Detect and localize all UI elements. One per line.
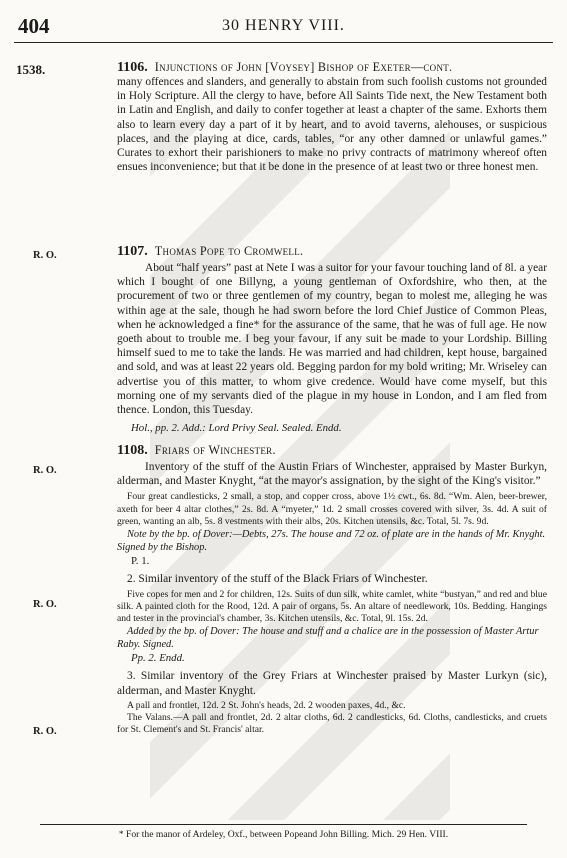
inventory-part: 2. Similar inventory of the stuff of the Black Friars of Winchester.	[127, 573, 428, 586]
header-rule	[14, 42, 553, 43]
entry-number: 1108.	[117, 443, 148, 458]
entry-number: 1107.	[117, 244, 148, 259]
entry-text: About “half years” past at Nete I was a suitor for your favour touching land of 8l. a year which I bought of one Billyng, a young gentleman of Oxfordshire, who then, at the procurement of two or three gentlemen of my country, began to molest me, alleging he was within age at the sale, though he had sworn before the lord Chief Justice of Common Pleas, when he acknowledged a fine* for the assurance of the same, that he was of full age. He now goeth about to trouble me. I beg your favour, if any suit be made to your Lordship. Billing himself sued to me to take the lands. He was married and had children, kept house, bargained and sold, and was at least 22 years old. Begging pardon for my bold writing; Mr. Wriseley can advertise you of this matter, to whom give credence. Would have come myself, but this morning one of my servants died of the plague in my house in London, and I am fled from thence. London, this Tuesday.	[117, 262, 547, 417]
entry-1108	[117, 443, 547, 737]
margin-note: R. O.	[33, 726, 57, 737]
entry-title	[117, 244, 547, 259]
entry-title	[117, 60, 547, 75]
entry-title	[117, 443, 547, 458]
bishop-note: Note by the bp. of Dover:—Debts, 27s. The house and 72 oz. of plate are in the hands of Mr. Knyght. Signed by the Bishop.	[117, 529, 546, 554]
running-title: 30 HENRY VIII.	[222, 17, 345, 34]
inventory-text: The Valans.—A pall and frontlet, 2d. 2 altar cloths, 6d. 2 candlesticks, 6d. Cloths, candlesticks, and cruets for St. Clement's and St. Francis' altar.	[117, 712, 547, 736]
page-reference: P. 1.	[131, 555, 150, 568]
inventory-text: Five copes for men and 2 for children, 12s. Suits of dun silk, white camlet, white “bustyan,” and red and blue silk. A painted cloth for the Rood, 12d. A pair of organs, 5s. An altare of needlework, 10s. Bedding. Hangings and tester in the provincial's chamber, 3s. Kitchen utensils, &c. Total, 9l. 15s. 2d.	[117, 588, 547, 625]
entry-number: 1106.	[117, 60, 148, 75]
inventory-text: Four great candlesticks, 2 small, a stop, and copper cross, above 1½ cwt., 6s. 8d. “Wm. Alen, beer-brewer, axeth for beer 4 altar clothes,” 2s. 8d. A “myeter,” 1d. 2 small crosses covered with silver, 3s. 4d. A suit of green, wanting an alb, 5s. 8 vestments with their albs, 20s. Kitchen utensils, &c. Total, 5l. 7s. 9d.	[117, 491, 547, 527]
entry-heading: Thomas Pope to Cromwell.	[154, 244, 304, 258]
entry-1107	[117, 244, 547, 435]
entry-heading: Friars of Winchester.	[154, 443, 276, 457]
margin-note: R. O.	[33, 250, 57, 261]
page-number: 404	[18, 14, 50, 38]
margin-note: R. O.	[33, 599, 57, 610]
entry-1106	[117, 60, 547, 174]
footnote: * For the manor of Ardeley, Oxf., between Popeand John Billing. Mich. 29 Hen. VIII.	[118, 829, 449, 840]
margin-note: R. O.	[33, 465, 57, 476]
inventory-part: 3. Similar inventory of the Grey Friars at Winchester praised by Master Lurkyn (sic), alderman, and Master Knyght.	[117, 670, 547, 697]
entry-intro: Inventory of the stuff of the Austin Friars of Winchester, appraised by Master Burkyn, alderman, and Master Knyght, “at the mayor's assignation, by the sight of the King's visitor.”	[117, 461, 547, 488]
entry-endorsement: Hol., pp. 2. Add.: Lord Privy Seal. Sealed. Endd.	[131, 422, 342, 435]
entry-text: many offences and slanders, and generally to abstain from such foolish customs not grounded in Holy Scripture. All the clergy to have, before All Saints Tide next, the New Testament both in Latin and English, and daily to confer together at least a chapter of the same. Exhorts them also to learn every day a part of it by heart, and to avoid taverns, alehouses, or suspicious places, and the playing at dice, cards, tables, “or any other damned or unlawful games.” Curates to exhort their parishioners to make no privy contracts of matrimony whereof often ensues inconvenience; but that it be done in the presence of at least two or three honest men.	[117, 76, 547, 174]
page-reference: Pp. 2. Endd.	[131, 652, 185, 665]
bishop-note: Added by the bp. of Dover: The house and stuff and a chalice are in the possession of Master Artur Raby. Signed.	[117, 626, 539, 651]
entry-heading: Injunctions of John [Voysey] Bishop of Exeter—cont.	[154, 60, 453, 74]
year-marker: 1538.	[16, 62, 46, 77]
footnote-rule	[40, 824, 527, 825]
inventory-text: A pall and frontlet, 12d. 2 St. John's heads, 2d. 2 wooden paxes, 4d., &c.	[127, 699, 406, 711]
